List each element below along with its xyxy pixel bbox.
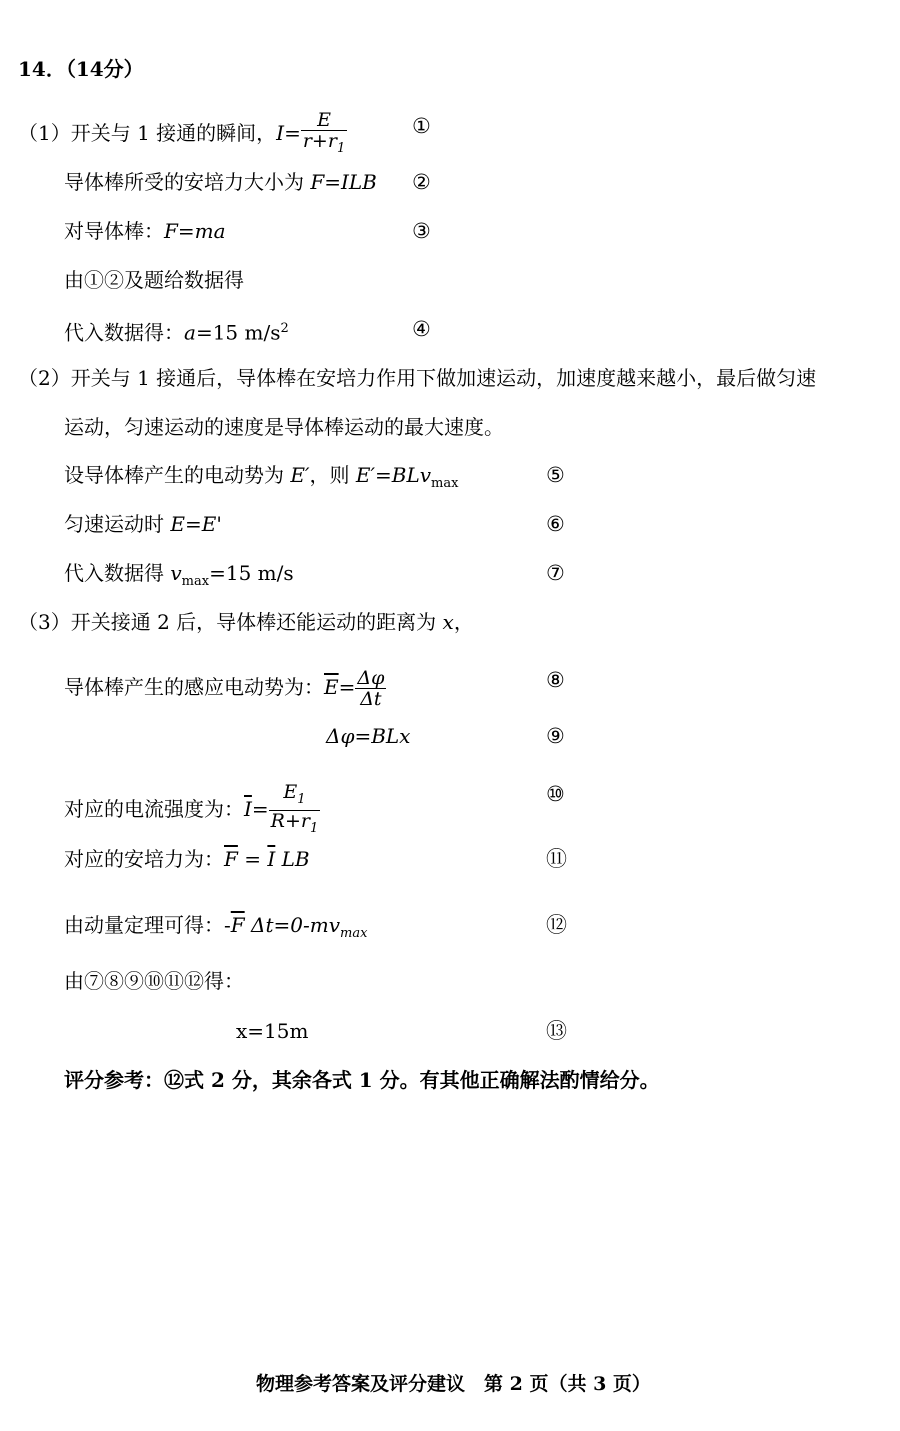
part1-line5: 代入数据得：a=15 $m/s^2$ bbox=[64, 320, 289, 345]
equation-number-10: ⑩ bbox=[546, 782, 565, 806]
part3-line8: x=15m bbox=[236, 1019, 309, 1043]
part2-line3: 设导体棒产生的电动势为 E′，则 E′=BLv$_{max}$ bbox=[64, 463, 459, 491]
part2-line5: 代入数据得 $v_{max}=15$ m/s bbox=[64, 561, 294, 589]
part3-line7: 由⑦⑧⑨⑩⑪⑫得： bbox=[64, 969, 244, 993]
part2-line1: （2）开关与 1 接通后，导体棒在安培力作用下做加速运动，加速度越来越小，最后做匀速 bbox=[18, 366, 817, 390]
part3-line1: （3）开关接通 2 后，导体棒还能运动的距离为 x， bbox=[18, 610, 474, 634]
part3-line4: 对应的电流强度为：$\overline{I}=$ $\frac{E_1}{R+r_1}$ bbox=[64, 782, 320, 839]
fraction-emf: $\frac{\Delta\varphi}{\Delta t}$ bbox=[357, 667, 385, 710]
equation-number-13: ⑬ bbox=[546, 1019, 567, 1043]
part1-line1: （1）开关与 1 接通的瞬间，I= $\frac{E}{r+r_1}$ bbox=[18, 110, 347, 159]
equation-number-7: ⑦ bbox=[546, 561, 565, 585]
equation-number-4: ④ bbox=[412, 317, 431, 341]
part3-line6: 由动量定理可得：$-\overline{F}$ $\Delta t=0-mv_{max}$ bbox=[64, 913, 368, 941]
part1-line2: 导体棒所受的安培力大小为 F=ILB bbox=[64, 170, 377, 194]
fraction-current-avg: $\frac{E_1}{R+r_1}$ bbox=[270, 781, 319, 836]
part2-line4: 匀速运动时 E=E' bbox=[64, 512, 222, 536]
part3-line5: 对应的安培力为：$\overline{F} = \overline{I}$ LB bbox=[64, 847, 310, 871]
question-header: 14．（14分） bbox=[18, 57, 144, 81]
equation-number-1: ① bbox=[412, 114, 431, 138]
fraction-current: $\frac{E}{r+r_1}$ bbox=[302, 109, 346, 156]
equation-number-3: ③ bbox=[412, 219, 431, 243]
equation-number-2: ② bbox=[412, 170, 431, 194]
equation-number-12: ⑫ bbox=[546, 913, 567, 937]
equation-number-8: ⑧ bbox=[546, 668, 565, 692]
equation-number-11: ⑪ bbox=[546, 847, 567, 871]
part3-line2: 导体棒产生的感应电动势为：$\overline{E}=$ $\frac{\Delta\varphi}{\Delta t}$ bbox=[64, 667, 385, 710]
equation-number-5: ⑤ bbox=[546, 463, 565, 487]
equation-number-9: ⑨ bbox=[546, 724, 565, 748]
scoring-note: 评分参考：⑫式 2 分，其余各式 1 分。有其他正确解法酌情给分。 bbox=[64, 1068, 660, 1092]
part2-line2: 运动，匀速运动的速度是导体棒运动的最大速度。 bbox=[64, 415, 504, 439]
part3-line3: Δφ=BLx bbox=[326, 724, 411, 748]
equation-number-6: ⑥ bbox=[546, 512, 565, 536]
part1-line4: 由①②及题给数据得 bbox=[64, 268, 244, 292]
page-footer: 物理参考答案及评分建议 第 2 页（共 3 页） bbox=[256, 1373, 651, 1395]
part1-line3: 对导体棒：F=ma bbox=[64, 219, 226, 243]
